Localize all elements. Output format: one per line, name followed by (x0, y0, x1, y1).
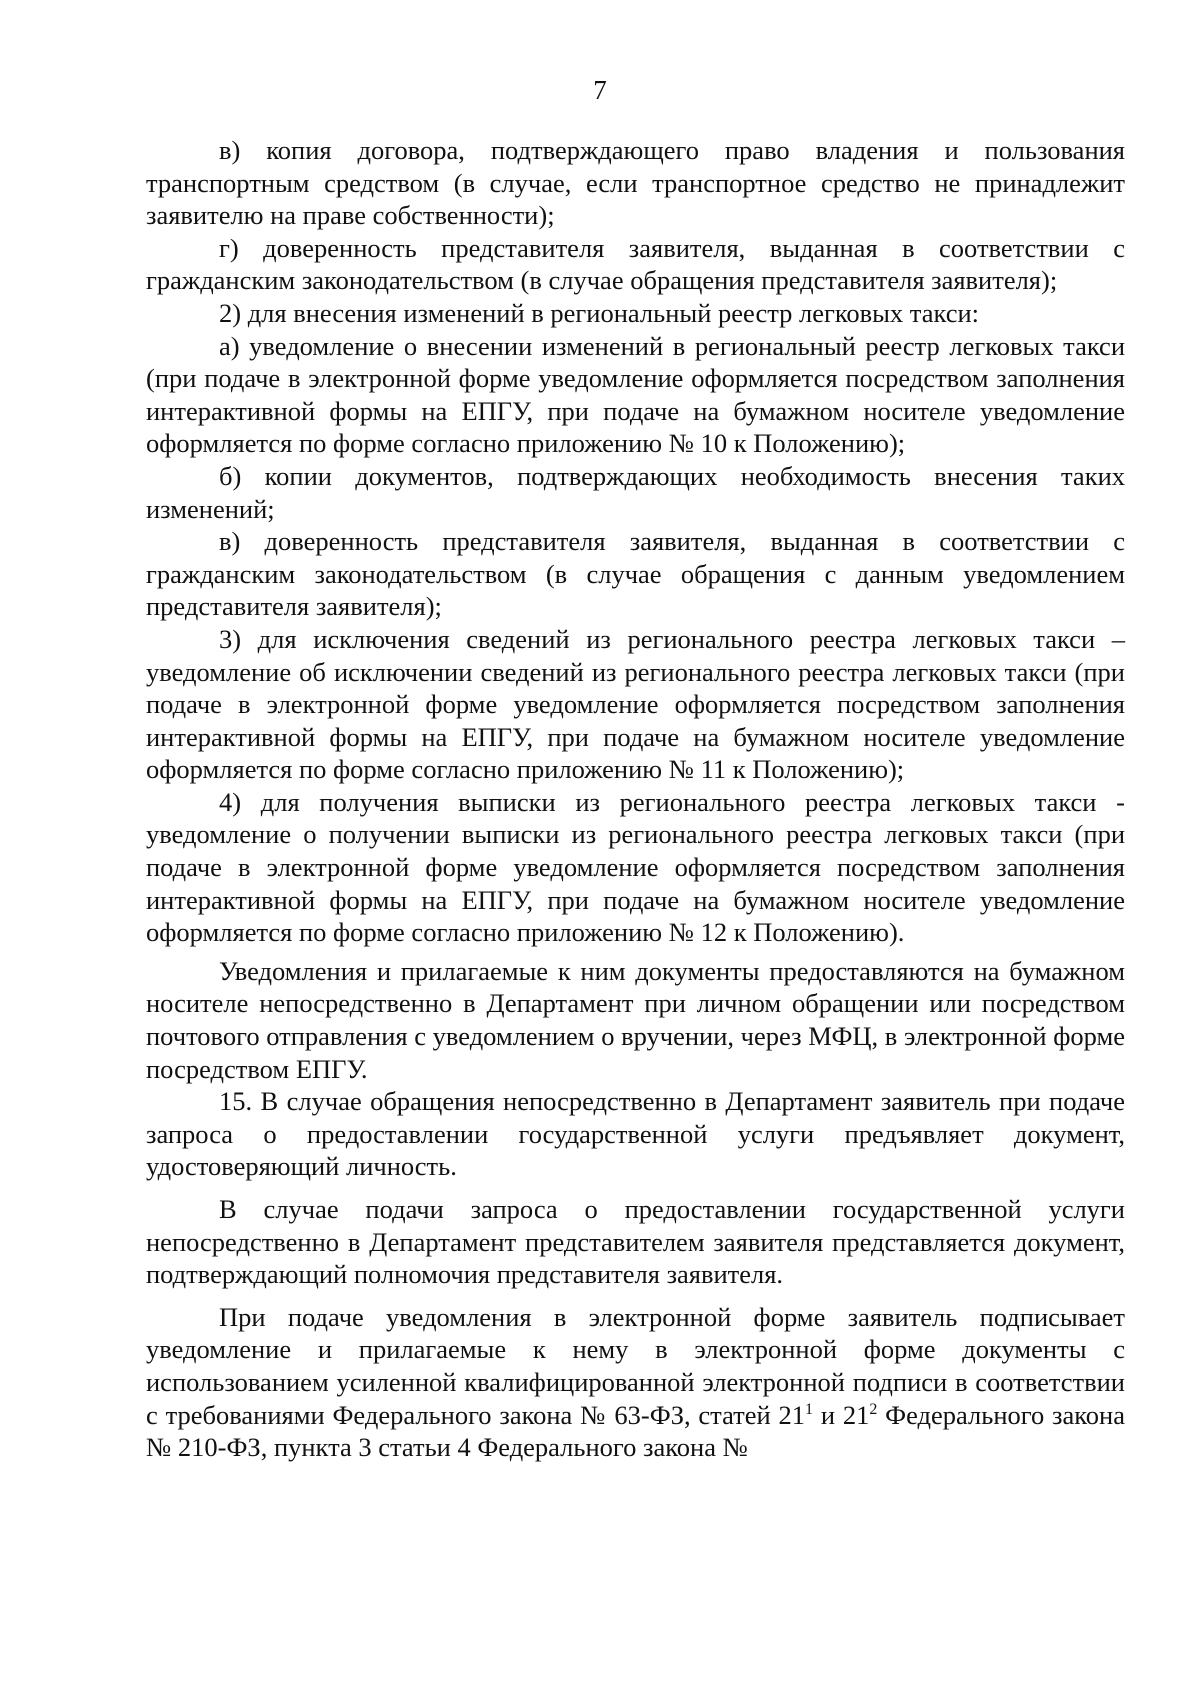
superscript-1: 1 (805, 1400, 814, 1418)
superscript-2: 2 (869, 1400, 878, 1418)
paragraph-section-3-exclusion: 3) для исключения сведений из регионального реестра легковых такси – уведомление об исключении сведений из регионального реестра легковых такси (при подаче в электронной форме уведомление оформляется посредством заполнения интерактивной формы на ЕПГУ, при подаче на бумажном носителе уведомление оформляется по форме согласно приложению № 11 к Положению); (146, 623, 1125, 785)
paragraph-item-v-power-of-attorney: в) доверенность представителя заявителя, выданная в соответствии с гражданским законодательством (в случае обращения с данным уведомлением представителя заявителя); (146, 526, 1125, 622)
paragraph-15-identity: 15. В случае обращения непосредственно в Департамент заявитель при подаче запроса о предоставлении государственной услуги предъявляет документ, удостоверяющий личность. (146, 1086, 1125, 1182)
page-number: 7 (593, 75, 607, 105)
paragraph-electronic-signature (146, 1301, 1125, 1464)
paragraph-item-a-change-notice: а) уведомление о внесении изменений в региональный реестр легковых такси (при подаче в электронной форме уведомление оформляется посредством заполнения интерактивной формы на ЕПГУ, при подаче на бумажном носителе уведомление оформляется по форме согласно приложению № 10 к Положению); (146, 330, 1125, 459)
paragraph-representative: В случае подачи запроса о предоставлении государственной услуги непосредственно в Департамент представителем заявителя представляется документ, подтверждающий полномочия представителя заявителя. (146, 1194, 1125, 1290)
document-body (146, 134, 1125, 1464)
paragraph-item-b-document-copies: б) копии документов, подтверждающих необходимость внесения таких изменений; (146, 460, 1125, 524)
paragraph-item-v-contract: в) копия договора, подтверждающего право владения и пользования транспортным средством (в случае, если транспортное средство не принадлежит заявителю на праве собственности); (146, 135, 1125, 231)
signature-text-part-3: Федерального закона № 210-ФЗ, пункта 3 статьи 4 Федерального закона № (146, 1399, 1125, 1463)
signature-text-part-2: и 21 (813, 1399, 870, 1430)
paragraph-section-4-extract: 4) для получения выписки из регионального реестра легковых такси - уведомление о получении выписки из регионального реестра легковых такси (при подаче в электронной форме уведомление оформляется посредством заполнения интерактивной формы на ЕПГУ, при подаче на бумажном носителе уведомление оформляется по форме согласно приложению № 12 к Положению). (146, 786, 1125, 948)
paragraph-item-g-power-of-attorney: г) доверенность представителя заявителя, выданная в соответствии с гражданским законодательством (в случае обращения представителя заявителя); (146, 232, 1125, 296)
signature-text-part-1: При подаче уведомления в электронной форме заявитель подписывает уведомление и прилагаемые к нему в электронной форме документы с использованием усиленной квалифицированной электронной подписи в соответствии с требованиями Федерального закона № 63-ФЗ, статей 21 (146, 1301, 1125, 1430)
paragraph-submission-methods: Уведомления и прилагаемые к ним документы предоставляются на бумажном носителе непосредственно в Департамент при личном обращении или посредством почтового отправления с уведомлением о вручении, через МФЦ, в электронной форме посредством ЕПГУ. (146, 955, 1125, 1084)
paragraph-section-2-changes: 2) для внесения изменений в региональный реестр легковых такси: (219, 297, 979, 328)
